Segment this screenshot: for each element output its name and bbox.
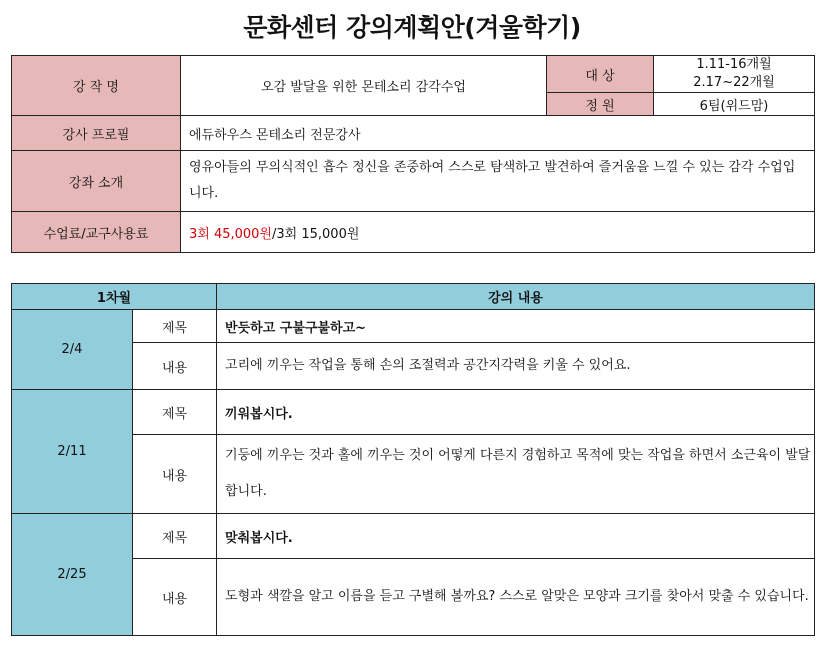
schedule-month-header: 1차월	[12, 284, 217, 310]
session-title: 반듯하고 구불구불하고~	[217, 310, 815, 343]
target-line-2: 2.17~22개월	[693, 75, 775, 90]
session-title: 맞춰봅시다.	[217, 514, 815, 559]
fee-value	[181, 212, 815, 253]
instructor-value: 에듀하우스 몬테소리 전문강사	[181, 116, 815, 151]
session-title-label: 제목	[133, 514, 217, 559]
session-content: 기둥에 끼우는 것과 홀에 끼우는 것이 어떻게 다른지 경험하고 목적에 맞는 작업을 하면서 소근육이 발달합니다.	[217, 435, 815, 514]
session-content: 도형과 색깔을 알고 이름을 듣고 구별해 볼까요? 스스로 알맞은 모양과 크기를 찾아서 맞출 수 있습니다.	[217, 559, 815, 636]
fee-class-price: 3회 45,000원	[189, 226, 273, 242]
intro-label: 강좌 소개	[12, 151, 181, 212]
session-content-label: 내용	[133, 343, 217, 390]
capacity-value: 6팀(위드맘)	[654, 93, 815, 116]
page-title: 문화센터 강의계획안(겨울학기)	[243, 13, 581, 42]
session-date: 2/25	[12, 514, 133, 636]
session-content-label: 내용	[133, 435, 217, 514]
intro-value: 영유아들의 무의식적인 흡수 정신을 존중하여 스스로 탐색하고 발견하여 즐거움을 느낄 수 있는 감각 수업입니다.	[181, 151, 815, 212]
target-value	[654, 56, 815, 93]
course-name-label: 강 작 명	[12, 56, 181, 116]
session-content: 고리에 끼우는 작업을 통해 손의 조절력과 공간지각력을 키울 수 있어요.	[217, 343, 815, 390]
session-title-label: 제목	[133, 310, 217, 343]
session-title: 끼워봅시다.	[217, 390, 815, 435]
capacity-label: 정 원	[547, 93, 654, 116]
schedule-table	[11, 283, 815, 636]
session-row	[12, 310, 815, 343]
target-label: 대 상	[547, 56, 654, 93]
session-date: 2/4	[12, 310, 133, 390]
session-date: 2/11	[12, 390, 133, 514]
session-content-label: 내용	[133, 559, 217, 636]
target-line-1: 1.11-16개월	[696, 57, 772, 72]
instructor-label: 강사 프로필	[12, 116, 181, 151]
session-row	[12, 514, 815, 559]
schedule-content-header: 강의 내용	[217, 284, 815, 310]
course-name-value: 오감 발달을 위한 몬테소리 감각수업	[181, 56, 547, 116]
session-title-label: 제목	[133, 390, 217, 435]
session-row	[12, 390, 815, 435]
fee-material-price: /3회 15,000원	[272, 226, 360, 242]
fee-label: 수업료/교구사용료	[12, 212, 181, 253]
course-info-table	[11, 55, 815, 253]
